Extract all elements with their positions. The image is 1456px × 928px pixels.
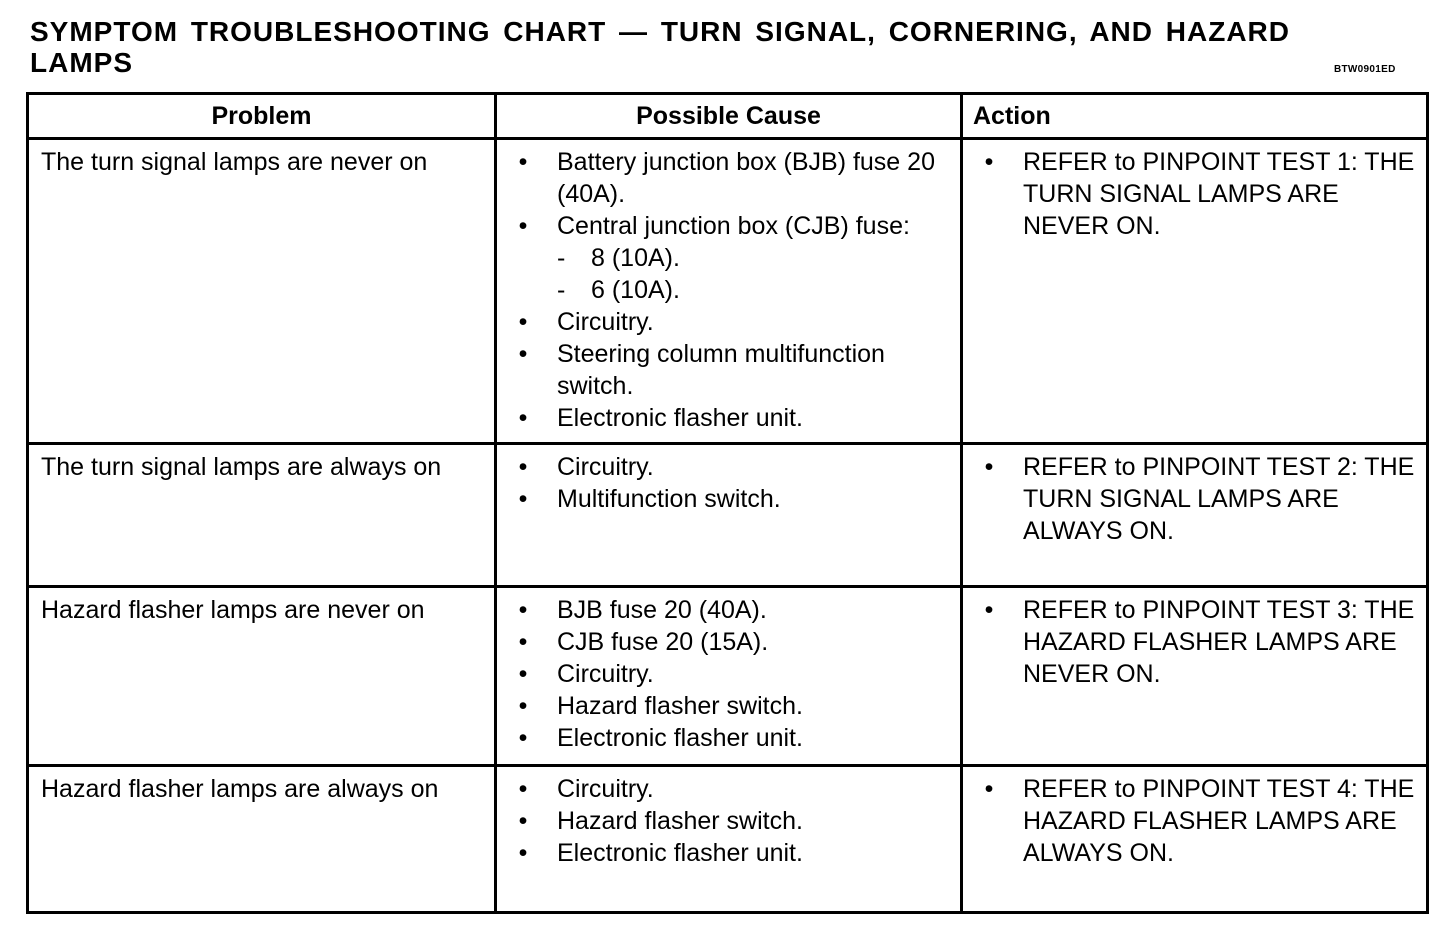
cause-item bbox=[497, 658, 950, 690]
bullet-icon: • bbox=[518, 839, 528, 867]
cause-cell bbox=[496, 139, 962, 444]
action-cell bbox=[962, 587, 1428, 766]
bullet-icon: • bbox=[518, 340, 528, 368]
table-row bbox=[28, 139, 1428, 444]
cause-item bbox=[497, 451, 950, 483]
bullet-icon: • bbox=[518, 148, 528, 176]
cjb-subfuse-list bbox=[557, 242, 950, 306]
troubleshooting-table bbox=[26, 92, 1429, 914]
action-item bbox=[963, 773, 1416, 869]
bullet-icon: • bbox=[518, 453, 528, 481]
bullet-icon: • bbox=[984, 596, 994, 624]
action-cell bbox=[962, 444, 1428, 587]
cause-item bbox=[497, 483, 950, 515]
action-list bbox=[963, 146, 1416, 242]
bullet-icon: • bbox=[518, 596, 528, 624]
cause-text: Circuitry. bbox=[557, 308, 654, 336]
bullet-icon: • bbox=[518, 692, 528, 720]
cause-list bbox=[497, 451, 950, 515]
figure-code: BTW0901ED bbox=[1334, 64, 1396, 75]
dash-icon: - bbox=[557, 276, 566, 304]
table-row bbox=[28, 587, 1428, 766]
subfuse-item bbox=[557, 274, 950, 306]
bullet-icon: • bbox=[984, 453, 994, 481]
cause-item bbox=[497, 626, 950, 658]
cause-text: Circuitry. bbox=[557, 775, 654, 803]
bullet-icon: • bbox=[518, 660, 528, 688]
problem-cell: Hazard flasher lamps are never on bbox=[28, 587, 496, 766]
cause-item bbox=[497, 722, 950, 754]
bullet-icon: • bbox=[518, 724, 528, 752]
cause-item bbox=[497, 805, 950, 837]
subfuse-item bbox=[557, 242, 950, 274]
bullet-icon: • bbox=[518, 807, 528, 835]
problem-cell: The turn signal lamps are never on bbox=[28, 139, 496, 444]
header-possible-cause: Possible Cause bbox=[496, 94, 962, 139]
cause-text: Hazard flasher switch. bbox=[557, 692, 803, 720]
action-list bbox=[963, 594, 1416, 690]
action-cell bbox=[962, 139, 1428, 444]
cause-text: Hazard flasher switch. bbox=[557, 807, 803, 835]
action-text: REFER to PINPOINT TEST 4: THE HAZARD FLASHER LAMPS ARE ALWAYS ON. bbox=[1023, 775, 1415, 867]
cause-text: Circuitry. bbox=[557, 453, 654, 481]
subfuse-text: 6 (10A). bbox=[591, 276, 680, 304]
cause-text: CJB fuse 20 (15A). bbox=[557, 628, 769, 656]
action-list bbox=[963, 451, 1416, 547]
bullet-icon: • bbox=[518, 485, 528, 513]
cause-text: Circuitry. bbox=[557, 660, 654, 688]
action-text: REFER to PINPOINT TEST 3: THE HAZARD FLASHER LAMPS ARE NEVER ON. bbox=[1023, 596, 1415, 688]
action-item bbox=[963, 146, 1416, 242]
cause-item bbox=[497, 594, 950, 626]
header-row bbox=[28, 94, 1428, 139]
cause-list bbox=[497, 773, 950, 869]
action-list bbox=[963, 773, 1416, 869]
action-text: REFER to PINPOINT TEST 2: THE TURN SIGNAL LAMPS ARE ALWAYS ON. bbox=[1023, 453, 1415, 545]
bullet-icon: • bbox=[518, 628, 528, 656]
cause-cell bbox=[496, 587, 962, 766]
cause-text: Steering column multifunction switch. bbox=[557, 340, 885, 400]
cause-item bbox=[497, 338, 950, 402]
bullet-icon: • bbox=[518, 212, 528, 240]
table-row bbox=[28, 444, 1428, 587]
cause-cell bbox=[496, 444, 962, 587]
cause-item bbox=[497, 773, 950, 805]
cause-item bbox=[497, 690, 950, 722]
bullet-icon: • bbox=[984, 775, 994, 803]
cause-text: Electronic flasher unit. bbox=[557, 404, 803, 432]
chart-title: SYMPTOM TROUBLESHOOTING CHART — TURN SIGNAL, CORNERING, AND HAZARD LAMPS bbox=[30, 16, 1290, 78]
cause-item bbox=[497, 210, 950, 306]
problem-cell: The turn signal lamps are always on bbox=[28, 444, 496, 587]
bullet-icon: • bbox=[984, 148, 994, 176]
cause-item bbox=[497, 402, 950, 434]
bullet-icon: • bbox=[518, 404, 528, 432]
cause-list bbox=[497, 146, 950, 434]
cause-text: Battery junction box (BJB) fuse 20 (40A). bbox=[557, 148, 935, 208]
action-item bbox=[963, 594, 1416, 690]
table-row bbox=[28, 766, 1428, 913]
cause-text: Multifunction switch. bbox=[557, 485, 781, 513]
cause-item bbox=[497, 146, 950, 210]
cause-text: Central junction box (CJB) fuse: bbox=[557, 212, 910, 240]
cause-item bbox=[497, 306, 950, 338]
bullet-icon: • bbox=[518, 308, 528, 336]
header-problem: Problem bbox=[28, 94, 496, 139]
dash-icon: - bbox=[557, 244, 566, 272]
action-text: REFER to PINPOINT TEST 1: THE TURN SIGNAL LAMPS ARE NEVER ON. bbox=[1023, 148, 1415, 240]
action-item bbox=[963, 451, 1416, 547]
bullet-icon: • bbox=[518, 775, 528, 803]
header-action: Action bbox=[962, 94, 1428, 139]
cause-cell bbox=[496, 766, 962, 913]
cause-list bbox=[497, 594, 950, 754]
cause-item bbox=[497, 837, 950, 869]
cause-text: BJB fuse 20 (40A). bbox=[557, 596, 767, 624]
problem-cell: Hazard flasher lamps are always on bbox=[28, 766, 496, 913]
cause-text: Electronic flasher unit. bbox=[557, 839, 803, 867]
cause-text: Electronic flasher unit. bbox=[557, 724, 803, 752]
action-cell bbox=[962, 766, 1428, 913]
subfuse-text: 8 (10A). bbox=[591, 244, 680, 272]
